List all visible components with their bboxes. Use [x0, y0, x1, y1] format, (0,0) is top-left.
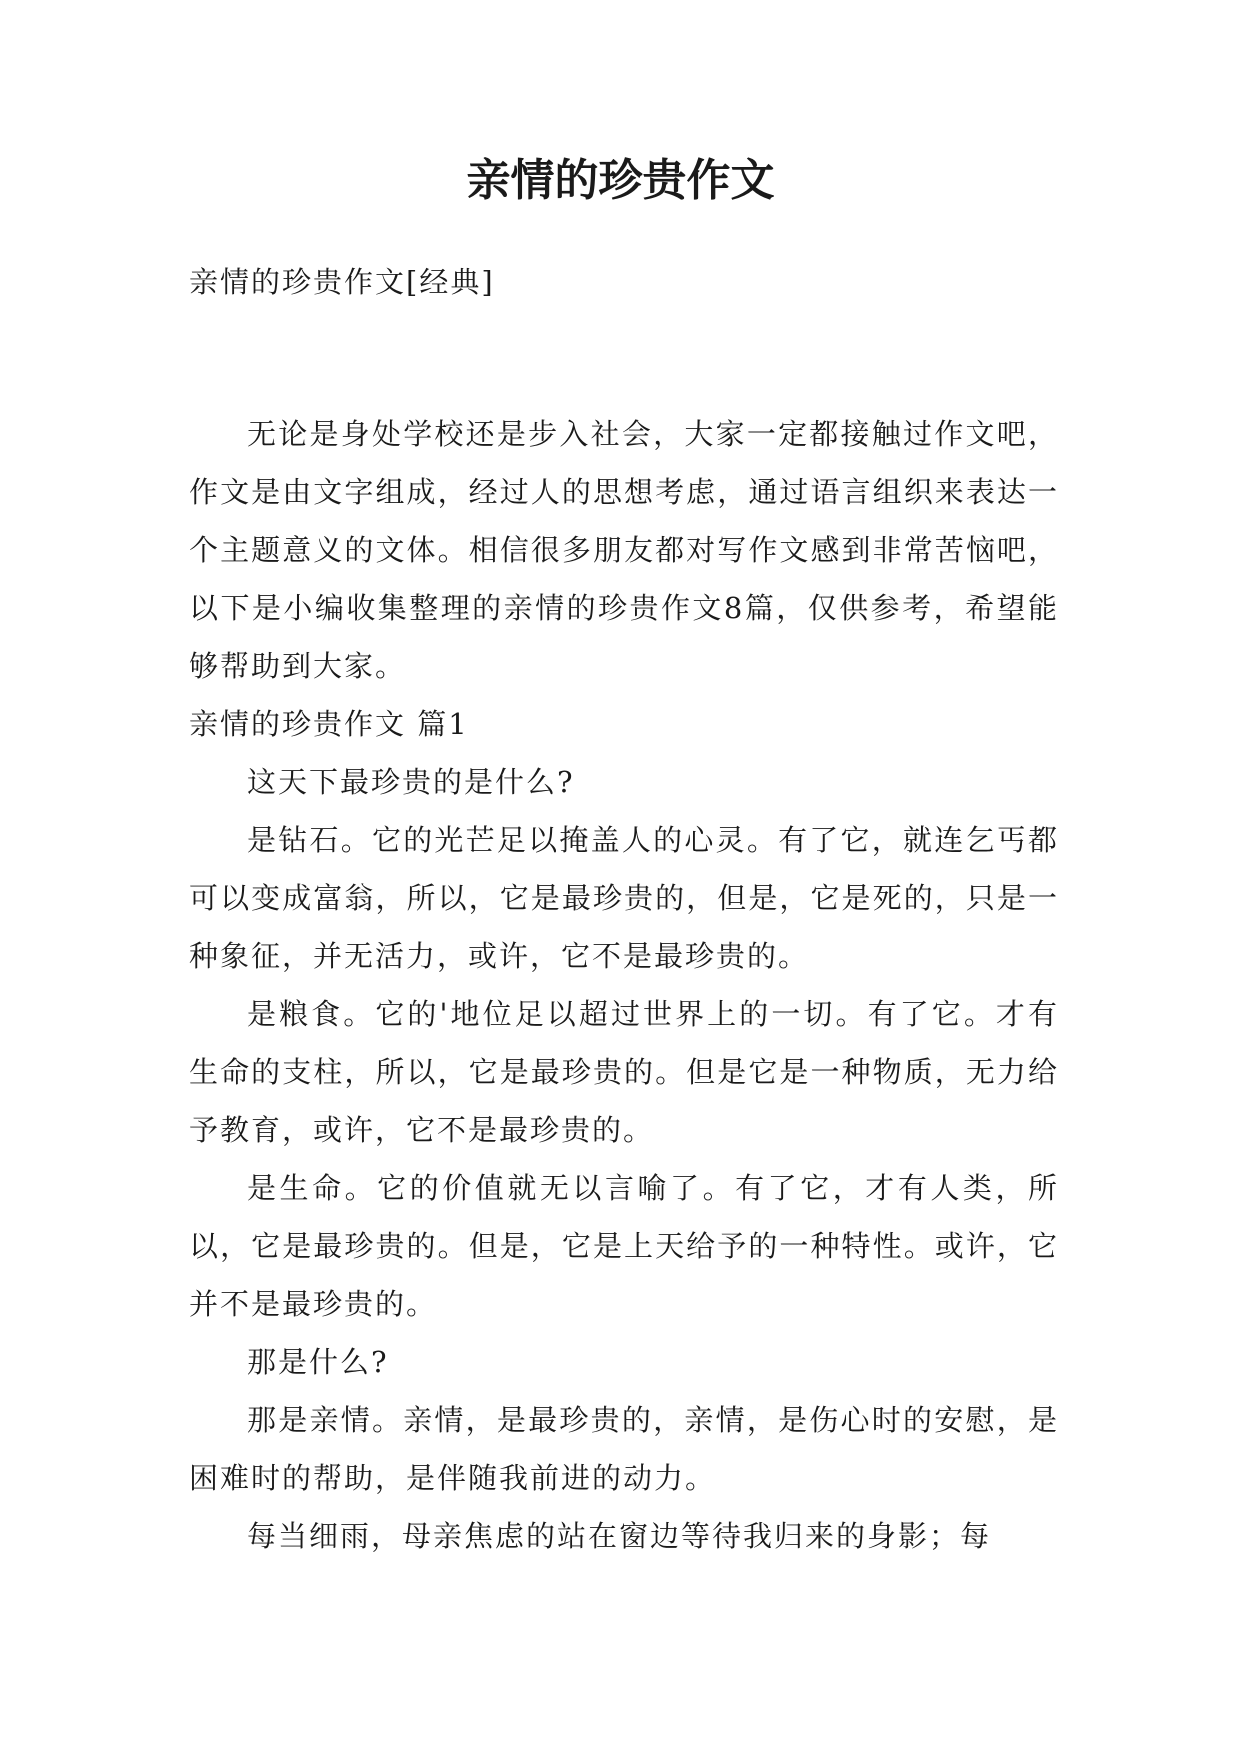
- body-paragraph: 是生命。它的价值就无以言喻了。有了它，才有人类，所以，它是最珍贵的。但是，它是上天给予的一种特性。或许，它并不是最珍贵的。: [189, 1171, 1059, 1321]
- body-paragraph: 无论是身处学校还是步入社会，大家一定都接触过作文吧，作文是由文字组成，经过人的思想考虑，通过语言组织来表达一个主题意义的文体。相信很多朋友都对写作文感到非常苦恼吧，以下是小编收集整理的亲情的珍贵作文8篇，仅供参考，希望能够帮助到大家。: [189, 417, 1059, 683]
- body-paragraph: 是钻石。它的光芒足以掩盖人的心灵。有了它，就连乞丐都可以变成富翁，所以，它是最珍贵的，但是，它是死的，只是一种象征，并无活力，或许，它不是最珍贵的。: [189, 823, 1059, 973]
- body-paragraph: 那是亲情。亲情，是最珍贵的，亲情，是伤心时的安慰，是困难时的帮助，是伴随我前进的动力。: [189, 1403, 1059, 1495]
- body-paragraph: 是粮食。它的'地位足以超过世界上的一切。有了它。才有生命的支柱，所以，它是最珍贵的。但是它是一种物质，无力给予教育，或许，它不是最珍贵的。: [189, 997, 1059, 1147]
- document-subtitle: 亲情的珍贵作文[经典]: [189, 265, 495, 299]
- body-paragraph: 每当细雨，母亲焦虑的站在窗边等待我归来的身影；每: [247, 1519, 992, 1553]
- section-heading: 亲情的珍贵作文 篇1: [189, 707, 469, 741]
- body-paragraph: 这天下最珍贵的是什么?: [247, 765, 575, 799]
- document-body: [189, 405, 1059, 1565]
- body-paragraph: 那是什么?: [247, 1345, 389, 1379]
- document-title: 亲情的珍贵作文: [466, 155, 775, 206]
